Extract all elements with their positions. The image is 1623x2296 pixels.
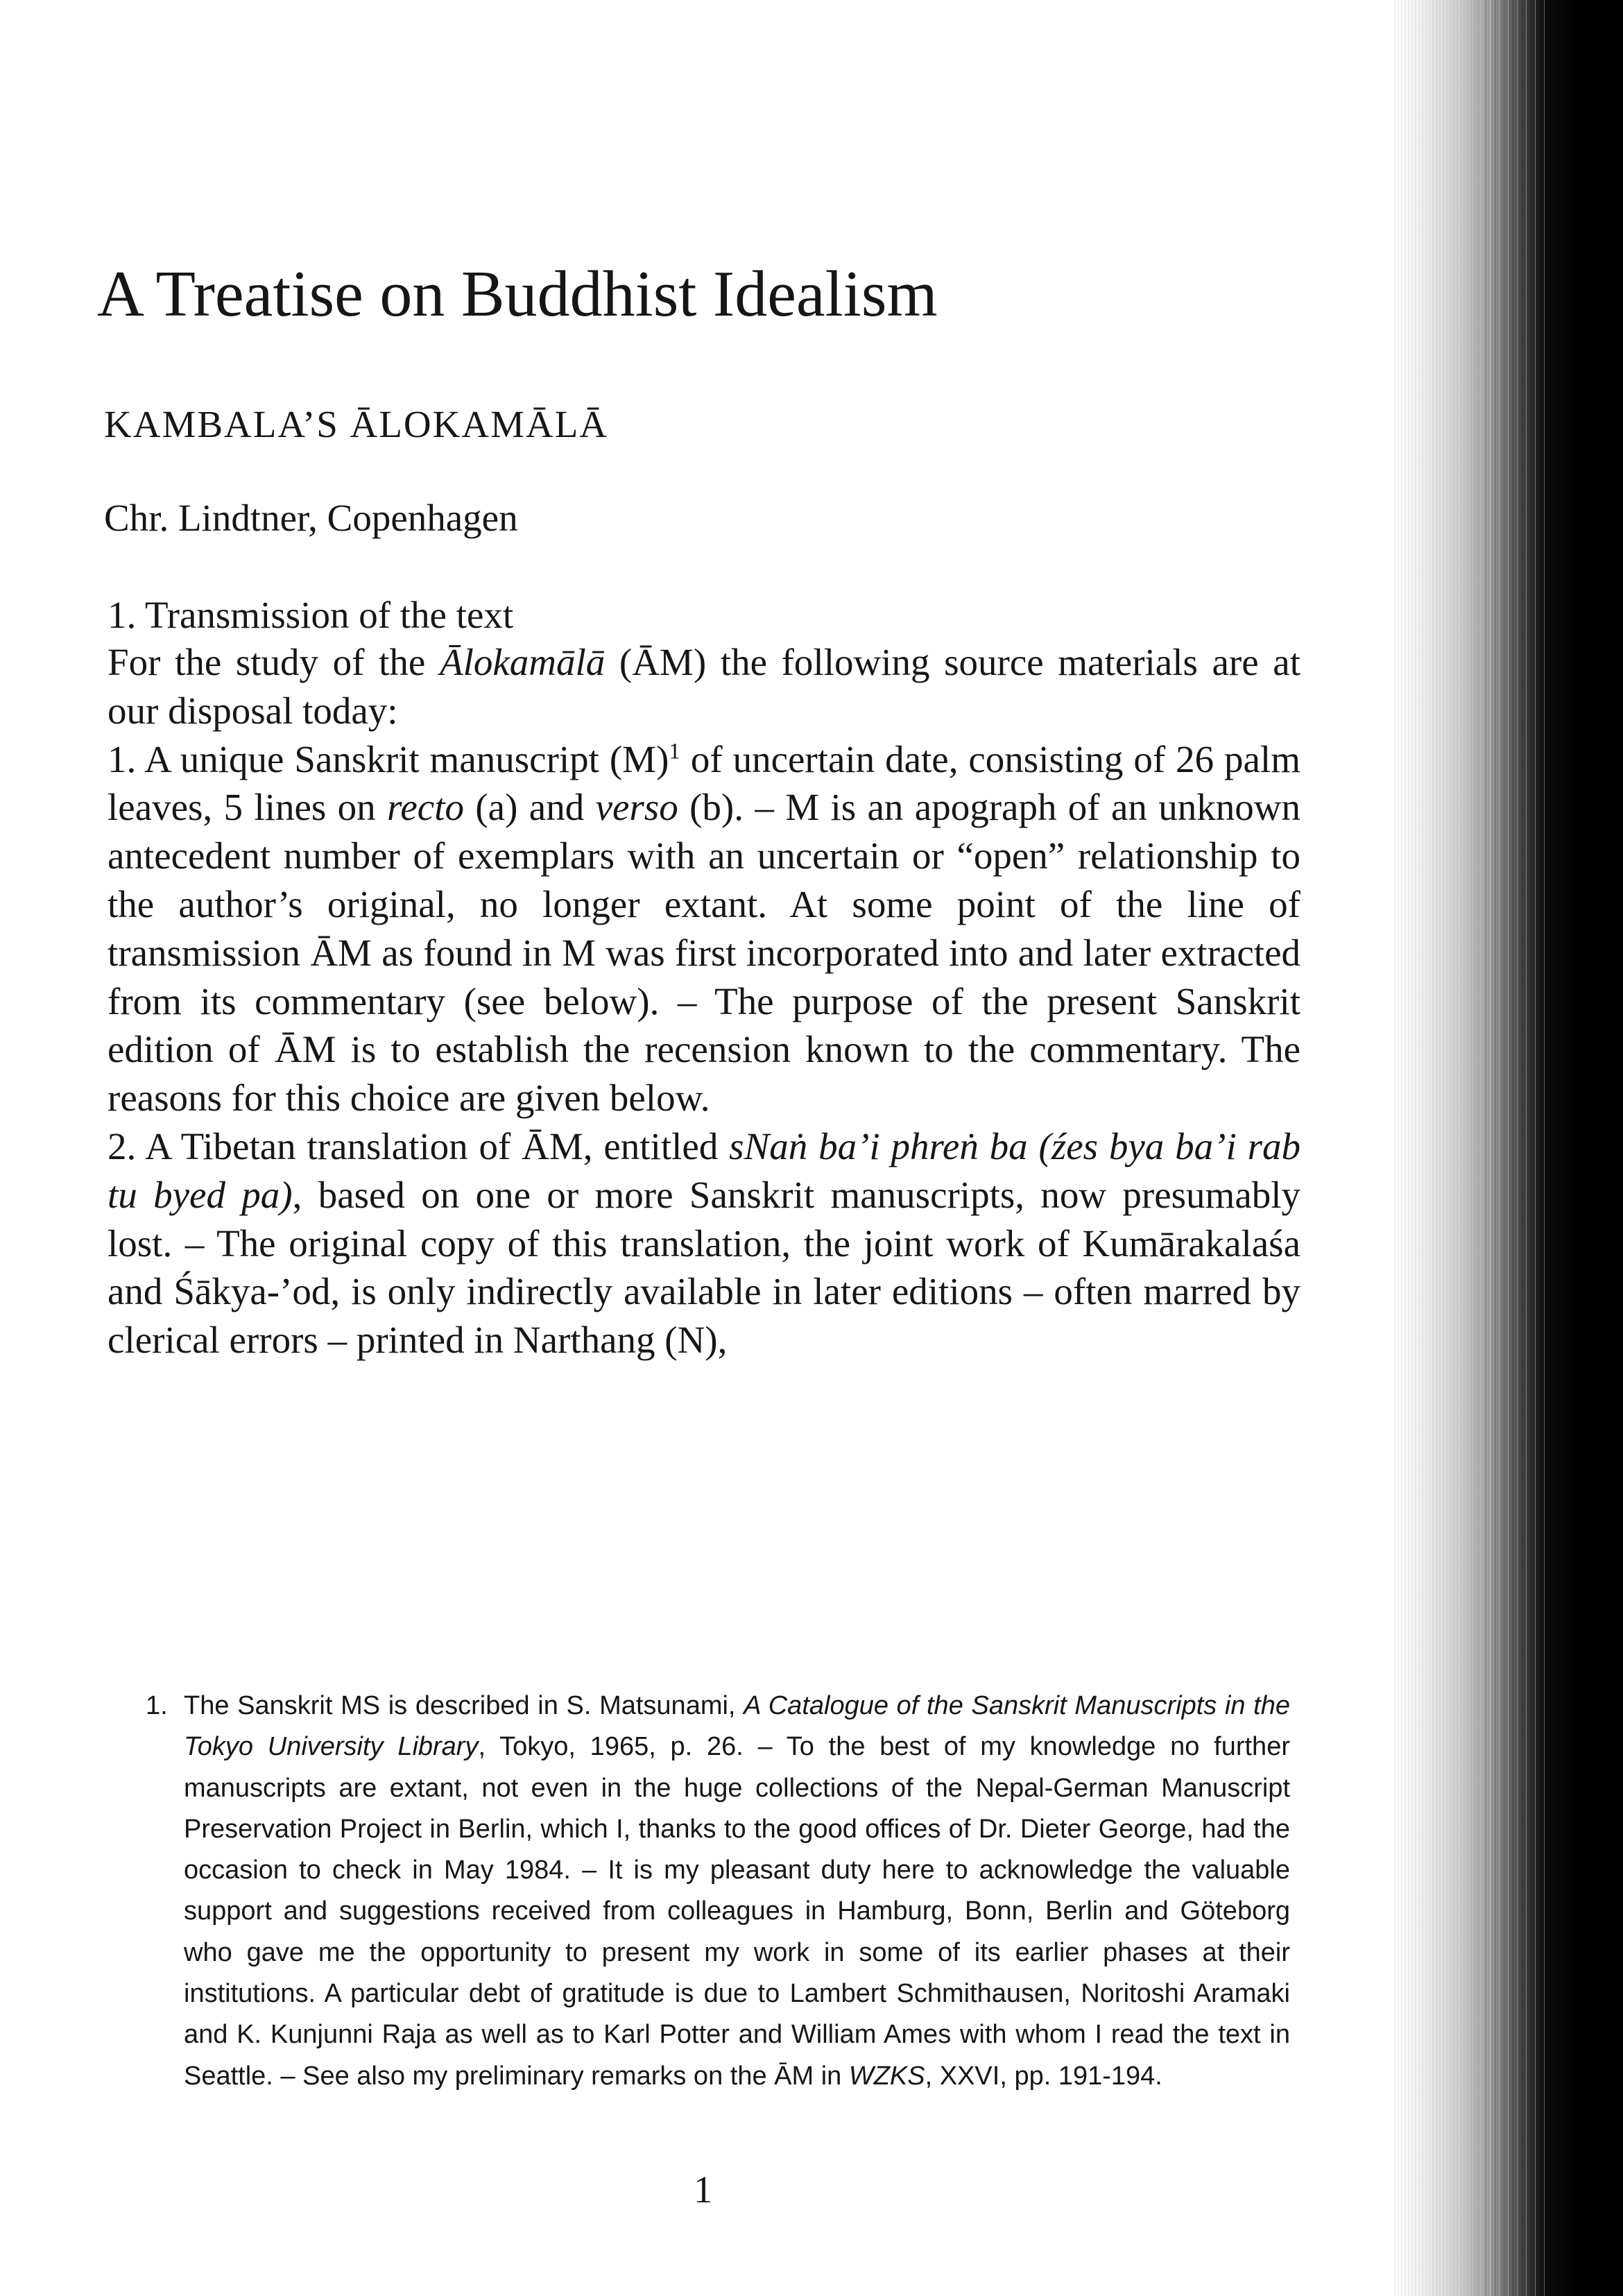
article-subtitle: KAMBALA’S ĀLOKAMĀLĀ	[104, 403, 609, 445]
tibetan-title: sNaṅ ba’i phreṅ ba (źes bya ba’i rab tu byed pa)	[108, 1124, 1300, 1216]
footnote-marker: 1	[669, 739, 680, 764]
journal-title: WZKS	[848, 2061, 925, 2091]
list-item-1: 1. A unique Sanskrit manuscript $(M)^1$ of uncertain date, consisting of 26 palm leaves, 5 lines on recto (a) and verso (b). – M is an apograph of an unknown antecedent number of exemplars with an uncertain or “open” relationship to the author’s original, no longer extant. At some point of the line of transmission ĀM as found in M was first incorporated into and later extracted from its commentary (see below). – The purpose of the present Sanskrit edition of ĀM is to establish the recension known to the commentary. The reasons for this choice are given below.	[108, 737, 1300, 1120]
section-heading: 1. Transmission of the text	[108, 594, 514, 636]
article-title: A Treatise on Buddhist Idealism	[97, 258, 938, 330]
work-title: Ālokamālā	[439, 641, 606, 683]
body-text	[108, 638, 1300, 1364]
list-item-2: 2. A Tibetan translation of ĀM, entitled sNaṅ ba’i phreṅ ba (źes bya ba’i rab tu byed pa), based on one or more Sanskrit manuscripts, now presumably lost. – The original copy of this translation, the joint work of Kumārakalaśa and Śākya-’od, is only indirectly available in later editions – often marred by clerical errors – printed in Narthang (N),	[108, 1124, 1301, 1362]
cited-book-title: A Catalogue of the Sanskrit Manuscripts in the Tokyo University Library	[184, 1691, 1290, 1762]
footnote-number: 1.	[146, 1691, 168, 1720]
scanned-page-edge-streaks	[1481, 0, 1547, 2296]
intro-paragraph: For the study of the Ālokamālā (ĀM) the following source materials are at our disposal today:	[108, 641, 1300, 732]
footnote-1: 1. The Sanskrit MS is described in S. Matsunami, A Catalogue of the Sanskrit Manuscripts in the Tokyo University Library, Tokyo, 1965, p. 26. – To the best of my knowledge no further manuscripts are extant, not even in the huge collections of the Nepal-German Manuscript Preservation Project in Berlin, which I, thanks to the good offices of Dr. Dieter George, had the occasion to check in May 1984. – It is my pleasant duty here to acknowledge the valuable support and suggestions received from colleagues in Hamburg, Bonn, Berlin and Göteborg who gave me the opportunity to present my work in some of its earlier phases at their institutions. A particular debt of gratitude is due to Lambert Schmithausen, Noritoshi Aramaki and K. Kunjunni Raja as well as to Karl Potter and William Ames with whom I read the text in Seattle. – See also my preliminary remarks on the ĀM in WZKS, XXVI, pp. 191-194.	[146, 1686, 1290, 2097]
author-line: Chr. Lindtner, Copenhagen	[104, 497, 518, 539]
page-number: 1	[694, 2168, 713, 2211]
